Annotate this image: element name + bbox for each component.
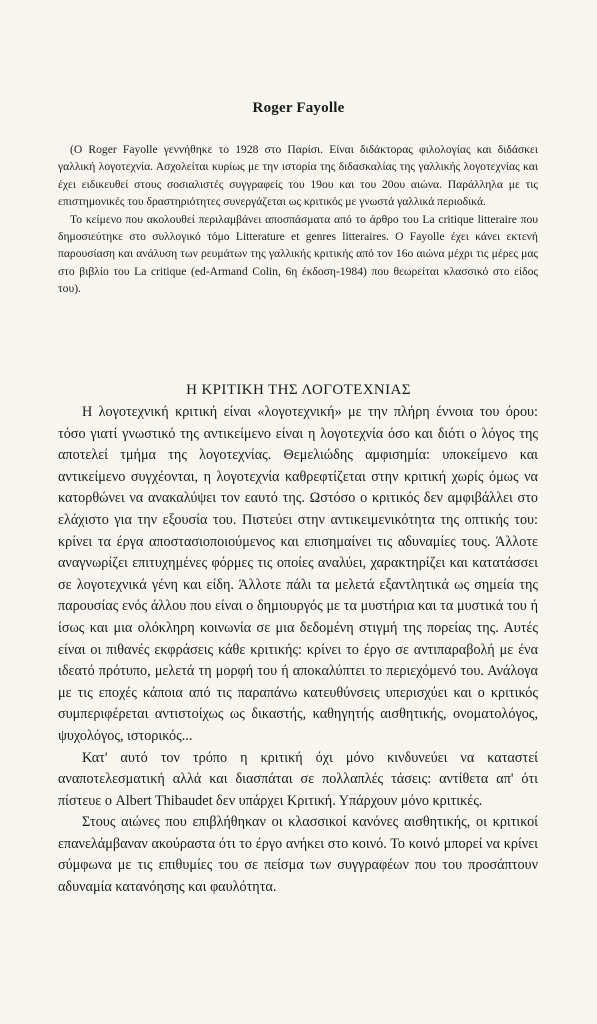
- intro-paragraph-1: (Ο Roger Fayolle γεννήθηκε το 1928 στο Παρίσι. Είναι διδάκτορας φιλολογίας και διδάσκει γαλλική λογοτεχνία. Ασχολείται κυρίως με την ιστορία της διδασκαλίας της γαλλικής λογοτεχνίας και έχει ειδικευθεί στους σοσιαλιστές συγγραφείς του 19ου και του 20ου αιώνα. Παράλληλα με τις επιστημονικές του δραστηριότητες συνεργάζεται ως κριτικός με γνωστά γαλλικά περιοδικά.: [58, 143, 538, 209]
- body-paragraph-1: Η λογοτεχνική κριτική είναι «λογοτεχνική» με την πλήρη έννοια του όρου: τόσο γιατί γνωστικό της αντικείμενο είναι η λογοτεχνία όσο και διότι ο λόγος της αποτελεί τμήμα της λογοτεχνίας. Θεμελιώδης αμφισημία: υποκείμενο και αντικείμενο συγχέονται, η λογοτεχνία καθρεφτίζεται στην κριτική χωρίς όμως να κατορθώνει να ανακαλύψει τον εαυτό της. Ωστόσο ο κριτικός δεν αμφιβάλλει στο ελάχιστο για την εξουσία του. Πιστεύει στην αντικειμενικότητα της οπτικής του: κρίνει τα έργα αποστασιοποιούμενος και επισημαίνει τις αδυναμίες τους. Άλλοτε αναγνωρίζει επιτυχημένες φόρμες τις οποίες αναλύει, χαρακτηρίζει και κατατάσσει σε λογοτεχνικά γένη και είδη. Άλλοτε πάλι τα μελετά εξαντλητικά ως σημεία της παρουσίας ενός άλλου που είναι ο δημιουργός με τα μυστήρια και τα μυστικά του ή ίσως και μια ολόκληρη κοινωνία σε μια δεδομένη στιγμή της πορείας της. Αυτές είναι οι πιθανές εκφράσεις κάθε κριτικής: κρίνει το έργο σε αντιπαραβολή με ένα ιδεατό πρότυπο, μελετά τη μορφή του ή αποκαλύπτει το περιεχόμενό του. Ανάλογα με τις εποχές κάποια από τις παραπάνω κατευθύνσεις υπερισχύει και ο κριτικός συμπεριφέρεται αντιστοίχως ως δικαστής, καθηγητής αισθητικής, ονοματολόγος, ψυχολόγος, ιστορικός...: [58, 404, 538, 744]
- intro-note: [58, 141, 538, 298]
- body-paragraph-3: Στους αιώνες που επιβλήθηκαν οι κλασσικοί κανόνες αισθητικής, οι κριτικοί επανελάμβαναν ακούραστα ότι το έργο ανήκει στο κοινό. Το κοινό μπορεί να κρίνει σύμφωνα με τις επιθυμίες του σε πείσμα των συγγραφέων που του προσάπτουν αδυναμία κατανόησης και φαυλότητα.: [58, 814, 538, 896]
- intro-paragraph-2: Το κείμενο που ακολουθεί περιλαμβάνει αποσπάσματα από το άρθρο του La critique litteraire που δημοσιεύτηκε στο συλλογικό τόμο Litterature et genres litteraires. Ο Fayolle έχει κάνει εκτενή παρουσίαση και ανάλυση των ρευμάτων της γαλλικής κριτικής από τον 16ο αιώνα μέχρι τις μέρες μας στο βιβλίο του La critique (ed-Armand Colin, 6η έκδοση-1984) που θεωρείται κλασσικό στο είδος του).: [58, 212, 538, 296]
- body-paragraph-2: Κατ' αυτό τον τρόπο η κριτική όχι μόνο κινδυνεύει να καταστεί αναποτελεσματική αλλά και διασπάται σε πολλαπλές τάσεις: αντίθετα απ' ότι πίστευε ο Albert Thibaudet δεν υπάρχει Κριτική. Υπάρχουν μόνο κριτικές.: [58, 749, 538, 809]
- author-heading: Roger Fayolle: [252, 100, 345, 116]
- body-text: [58, 402, 538, 899]
- section-title: Η ΚΡΙΤΙΚΗ ΤΗΣ ΛΟΓΟΤΕΧΝΙΑΣ: [186, 382, 411, 398]
